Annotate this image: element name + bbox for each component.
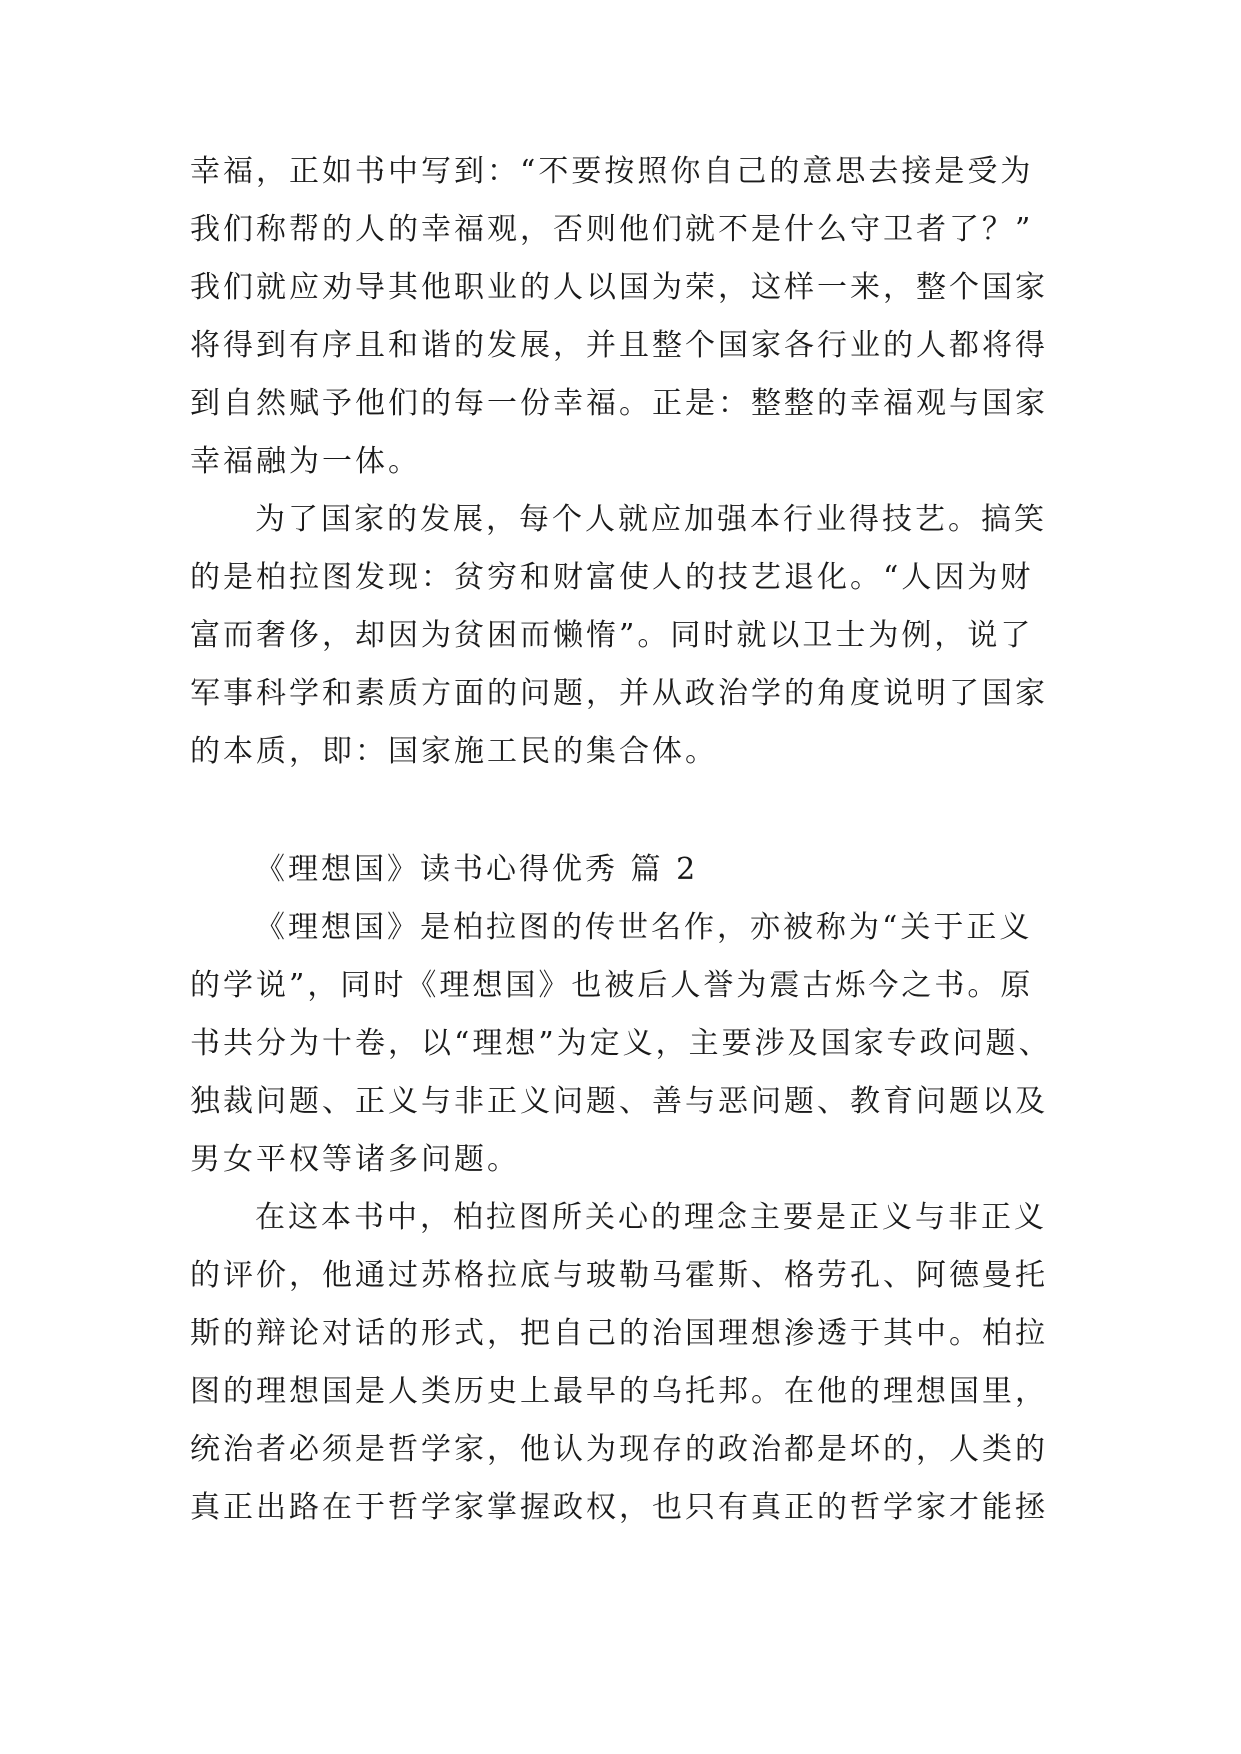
- text-line: 我们就应劝导其他职业的人以国为荣，这样一来，整个国家: [190, 270, 1048, 305]
- text-line: 为了国家的发展，每个人就应加强本行业得技艺。搞笑: [255, 502, 1047, 537]
- text-line: 军事科学和素质方面的问题，并从政治学的角度说明了国家: [190, 676, 1048, 711]
- text-line: 幸福融为一体。: [190, 444, 421, 479]
- text-line: 的学说”，同时《理想国》也被后人誉为震古烁今之书。原: [190, 968, 1034, 1003]
- text-line: 的本质，即：国家施工民的集合体。: [190, 734, 718, 769]
- text-line: 男女平权等诸多问题。: [190, 1142, 520, 1177]
- text-line: 书共分为十卷，以“理想”为定义，主要涉及国家专政问题、: [190, 1026, 1052, 1061]
- text-line: 将得到有序且和谐的发展，并且整个国家各行业的人都将得: [190, 328, 1048, 363]
- text-line: 我们称帮的人的幸福观，否则他们就不是什么守卫者了？”: [190, 212, 1034, 247]
- text-line: 统治者必须是哲学家，他认为现存的政治都是坏的，人类的: [190, 1432, 1048, 1467]
- text-line: 在这本书中，柏拉图所关心的理念主要是正义与非正义: [255, 1200, 1047, 1235]
- text-line: 斯的辩论对话的形式，把自己的治国理想渗透于其中。柏拉: [190, 1316, 1048, 1351]
- text-line: 幸福，正如书中写到：“不要按照你自己的意思去接是受为: [190, 154, 1034, 189]
- section-title: 《理想国》读书心得优秀 篇 2: [255, 852, 699, 887]
- text-line: 独裁问题、正义与非正义问题、善与恶问题、教育问题以及: [190, 1084, 1048, 1119]
- text-line: 《理想国》是柏拉图的传世名作，亦被称为“关于正义: [255, 910, 1033, 945]
- text-line: 富而奢侈，却因为贫困而懒惰”。同时就以卫士为例，说了: [190, 618, 1034, 653]
- text-line: 到自然赋予他们的每一份幸福。正是：整整的幸福观与国家: [190, 386, 1048, 421]
- text-line: 真正出路在于哲学家掌握政权，也只有真正的哲学家才能拯: [190, 1490, 1048, 1525]
- text-line: 的是柏拉图发现：贫穷和财富使人的技艺退化。“人因为财: [190, 560, 1034, 595]
- text-line: 图的理想国是人类历史上最早的乌托邦。在他的理想国里，: [190, 1374, 1048, 1409]
- text-line: 的评价，他通过苏格拉底与玻勒马霍斯、格劳孔、阿德曼托: [190, 1258, 1048, 1293]
